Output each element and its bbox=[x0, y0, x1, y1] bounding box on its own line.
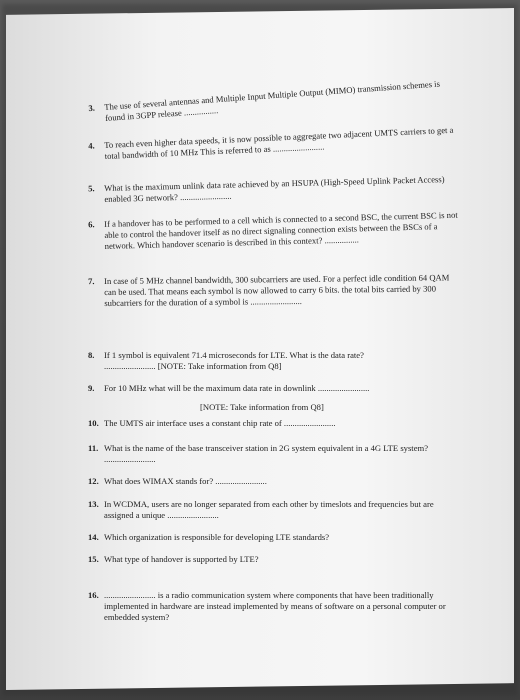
question-text: The UMTS air interface uses a constant chip rate of ........................ bbox=[104, 418, 336, 428]
question-text: In case of 5 MHz channel bandwidth, 300 subcarriers are used. For a perfect idle condition 64 QAM can be used. That means each symbol is now allowed to carry 6 bits. the total bits carried by 300 subcarriers for the duration of a symbol is ........................ bbox=[104, 272, 450, 308]
question-14 bbox=[88, 532, 444, 543]
question-15 bbox=[88, 554, 444, 565]
question-5 bbox=[88, 174, 460, 205]
question-12 bbox=[88, 476, 444, 487]
question-text: For 10 MHz what will be the maximum data rate in downlink ........................ bbox=[104, 383, 370, 393]
question-text: The use of several antennas and Multiple Input Multiple Output (MIMO) transmission schemes is found in 3GPP release ................ bbox=[104, 78, 441, 123]
question-number: 11. bbox=[88, 443, 99, 453]
question-9 bbox=[88, 383, 444, 394]
question-9-note bbox=[200, 402, 400, 413]
question-16 bbox=[88, 590, 450, 623]
question-number: 13. bbox=[88, 499, 99, 509]
question-number: 16. bbox=[88, 590, 99, 600]
question-number: 14. bbox=[88, 532, 99, 542]
question-number: 10. bbox=[88, 418, 99, 428]
question-text: What is the maximum unlink data rate achieved by an HSUPA (High-Speed Uplink Packet Access) enabled 3G network? ........................ bbox=[104, 174, 445, 204]
question-text: ........................ is a radio communication system where components that have been traditionally implemented in hardware are instead implemented by means of software on a personal computer or embedded system? bbox=[104, 590, 446, 622]
question-10 bbox=[88, 418, 444, 429]
question-number: 15. bbox=[88, 554, 99, 564]
question-6 bbox=[88, 209, 461, 252]
question-text: What type of handover is supported by LTE? bbox=[104, 554, 259, 564]
question-number: 4. bbox=[88, 140, 95, 151]
question-4 bbox=[88, 124, 461, 162]
question-text: Which organization is responsible for developing LTE standards? bbox=[104, 532, 330, 542]
question-number: 7. bbox=[88, 276, 95, 287]
question-13 bbox=[88, 499, 450, 521]
question-number: 12. bbox=[88, 476, 99, 486]
question-number: 6. bbox=[88, 219, 95, 230]
question-note: [NOTE: Take information from Q8] bbox=[200, 402, 324, 412]
question-text: If a handover has to be performed to a cell which is connected to a second BSC, the current BSC is not able to control the handover itself as no direct signaling connection exists between the BSCs of a network. Which handover scenario is described in this context? ................ bbox=[104, 209, 458, 251]
question-text: If 1 symbol is equivalent 71.4 microseconds for LTE. What is the data rate? ........................ [NOTE: Take information from Q8] bbox=[104, 350, 364, 371]
question-7 bbox=[88, 272, 460, 309]
question-number: 5. bbox=[88, 183, 95, 194]
question-text: What is the name of the base transceiver station in 2G system equivalent in a 4G LTE system? ........................ bbox=[104, 443, 429, 464]
question-number: 9. bbox=[88, 383, 95, 393]
question-number: 3. bbox=[88, 102, 96, 114]
question-11 bbox=[88, 443, 444, 465]
question-text: To reach even higher data speeds, it is now possible to aggregate two adjacent UMTS carriers to get a total bandwidth of 10 MHz This is referred to as ........................ bbox=[104, 124, 454, 161]
question-number: 8. bbox=[88, 350, 95, 360]
question-8 bbox=[88, 350, 414, 372]
question-text: What does WIMAX stands for? ........................ bbox=[104, 476, 267, 486]
question-text: In WCDMA, users are no longer separated from each other by timeslots and frequencies but are assigned a unique ........................ bbox=[104, 499, 434, 520]
question-3 bbox=[88, 77, 459, 124]
